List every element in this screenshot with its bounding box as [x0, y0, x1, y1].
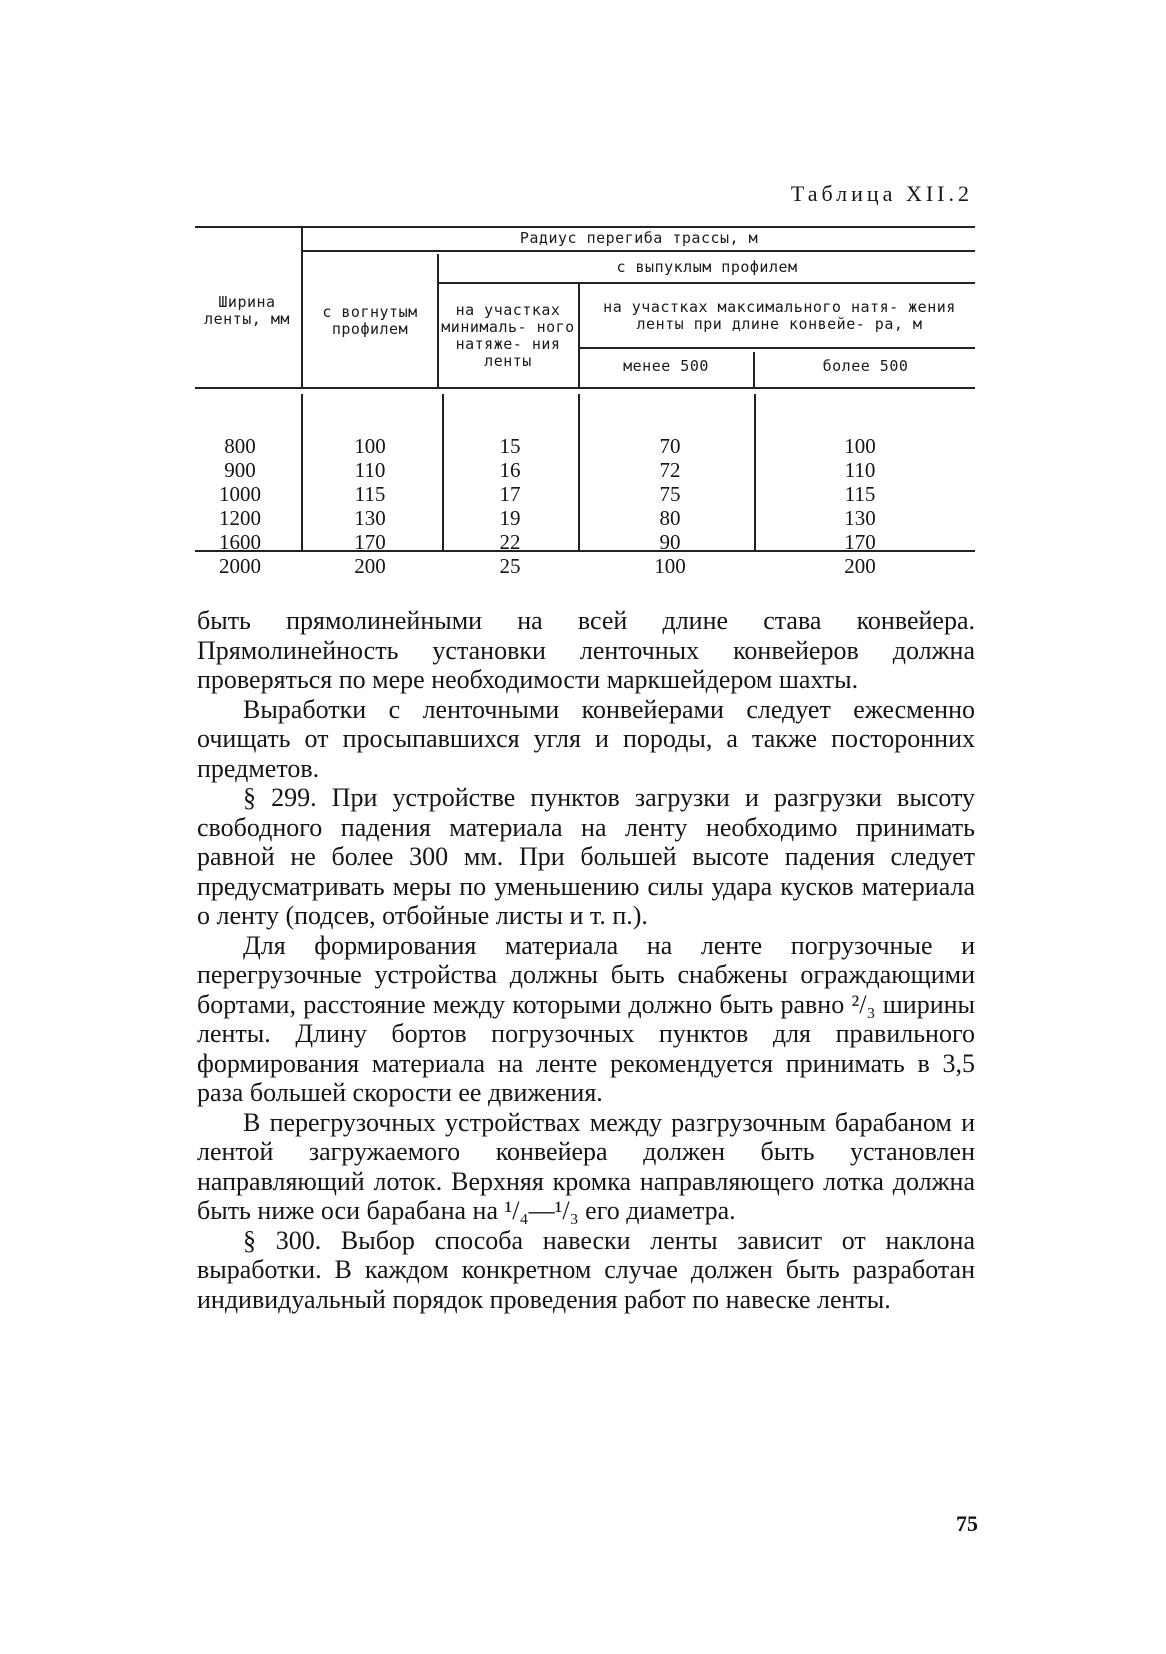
header-convex: с выпуклым профилем — [616, 258, 798, 276]
table-cell: 900 — [224, 458, 256, 482]
header-less-500: менее 500 — [623, 357, 709, 375]
table-cell: 15 — [499, 434, 521, 458]
table-cell: 16 — [499, 458, 521, 482]
table-cell: 110 — [844, 458, 876, 482]
column-concave — [325, 434, 415, 578]
paragraph: Для формирования материала на ленте погрузочные и перегрузочные устройства должны быть снабжены ограждающими бортами, расстояние между которыми должно быть равно ²/₃ ширины ленты. Длину бортов погрузочных пунктов для правильного формирования материала на ленте рекомендуется принимать в 3,5 раза большей скорости ее движения. — [197, 930, 975, 1107]
vrule-3-body — [578, 394, 580, 550]
paragraph: Выработки с ленточными конвейерами следует ежесменно очищать от просыпавшихся угля и породы, а также посторонних предметов. — [197, 694, 975, 783]
body-text — [197, 606, 975, 1314]
table-cell: 1600 — [219, 530, 261, 554]
table-cell: 800 — [224, 434, 256, 458]
table-cell: 170 — [354, 530, 386, 554]
table-cell: 25 — [499, 554, 521, 578]
table-cell: 2000 — [219, 554, 261, 578]
table-cell: 170 — [844, 530, 876, 554]
header-min-tension: на участках минималь- ного натяже- ния ленты — [441, 301, 575, 370]
table-cell: 80 — [659, 506, 681, 530]
table-cell: 200 — [844, 554, 876, 578]
table-cell: 70 — [659, 434, 681, 458]
rule-under-radius — [303, 250, 975, 252]
paragraph-section-299: § 299. При устройстве пунктов загрузки и разгрузки высоту свободного падения материала на ленту необходимо принимать равной не более 300 мм. При большей высоте падения следует предусматривать меры по уменьшению силы удара кусков материала о ленту (подсев, отбойные листы и т. п.). — [197, 783, 975, 930]
column-more-500 — [815, 434, 905, 578]
table-cell: 22 — [499, 530, 521, 554]
belt-radius-table — [195, 226, 975, 582]
table-cell: 200 — [354, 554, 386, 578]
table-cell: 75 — [659, 482, 681, 506]
vrule-4-header — [753, 352, 755, 387]
header-bottom-rule — [195, 387, 975, 389]
rule-under-max-tension — [580, 347, 975, 349]
vrule-1-body — [301, 394, 303, 550]
table-cell: 1000 — [219, 482, 261, 506]
header-concave: с вогнутым профилем — [322, 303, 418, 338]
column-less-500 — [630, 434, 710, 578]
table-cell: 115 — [354, 482, 386, 506]
header-more-500: более 500 — [822, 357, 909, 375]
table-cell: 115 — [844, 482, 876, 506]
vrule-2-body — [442, 394, 444, 550]
table-cell: 100 — [844, 434, 876, 458]
table-cell: 130 — [844, 506, 876, 530]
column-min-tension — [475, 434, 545, 578]
table-cell: 100 — [354, 434, 386, 458]
table-caption: Таблица XII.2 — [790, 181, 973, 206]
table-cell: 100 — [654, 554, 686, 578]
header-width: Ширина ленты, мм — [204, 293, 290, 328]
header-radius: Радиус перегиба трассы, м — [519, 228, 759, 247]
table-cell: 19 — [499, 506, 521, 530]
paragraph-continuation: быть прямолинейными на всей длине става конвейера. Прямолинейность установки ленточных конвейеров должна проверяться по мере необходимости маркшейдером шахты. — [197, 606, 975, 694]
vrule-4-body — [754, 394, 756, 550]
paragraph-section-300: § 300. Выбор способа навески ленты зависит от наклона выработки. В каждом конкретном случае должен быть разработан индивидуальный порядок проведения работ по навеске ленты. — [197, 1225, 975, 1314]
table-cell: 110 — [354, 458, 386, 482]
header-max-tension: на участках максимального натя- жения ленты при длине конвейе- ра, м — [603, 298, 956, 333]
table-cell: 72 — [659, 458, 681, 482]
paragraph: В перегрузочных устройствах между разгрузочным барабаном и лентой загружаемого конвейера должен быть установлен направляющий лоток. Верхняя кромка направляющего лотка должна быть ниже оси барабана на ¹/₄—¹/₃ его диаметра. — [197, 1107, 975, 1225]
table-cell: 17 — [499, 482, 521, 506]
table-cell: 90 — [659, 530, 681, 554]
page-number: 75 — [956, 1511, 978, 1536]
rule-under-convex — [439, 282, 975, 284]
table-cell: 1200 — [219, 506, 261, 530]
column-width — [195, 434, 285, 578]
table-cell: 130 — [354, 506, 386, 530]
vrule-1-header — [301, 226, 303, 387]
